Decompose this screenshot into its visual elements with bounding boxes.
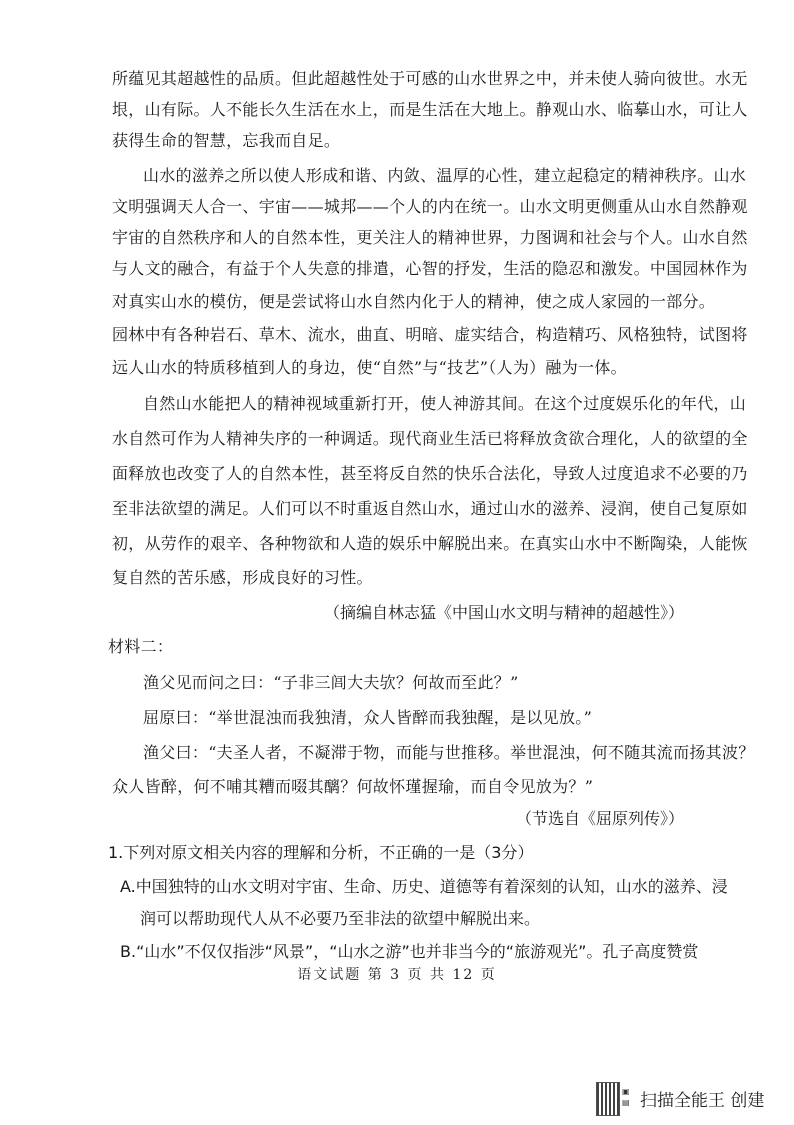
body-line: 对真实山水的模仿，便是尝试将山水自然内化于人的精神，使之成人家园的一部分。 xyxy=(112,292,716,311)
body-line: 文明强调天人合一、宇宙——城邦——个人的内在统一。山水文明更侧重从山水自然静观 xyxy=(112,197,748,216)
question-stem: 1.下列对原文相关内容的理解和分析，不正确的一是（3分） xyxy=(108,843,534,862)
source-citation-2: （节选自《屈原列传》） xyxy=(515,809,684,828)
body-line: 园林中有各种岩石、草木、流水，曲直、明暗、虚实结合，构造精巧、风格独特，试图将 xyxy=(112,325,748,344)
body-line: 所蕴见其超越性的品质。但此超越性处于可感的山水世界之中，并未使人骑向彼世。水无 xyxy=(112,69,748,88)
body-line: 与人文的融合，有益于个人失意的排遣，心智的抒发，生活的隐忍和激发。中国园林作为 xyxy=(112,259,748,278)
body-line: 垠，山有际。人不能长久生活在水上，而是生活在大地上。静观山水、临摹山水，可让人 xyxy=(112,100,748,119)
option-a-line: A.中国独特的山水文明对宇宙、生命、历史、道德等有着深刻的认知，山水的滋养、浸 xyxy=(120,877,728,896)
option-a-line: 润可以帮助现代人从不必要乃至非法的欲望中解脱出来。 xyxy=(140,909,541,928)
body-line: 宇宙的自然秩序和人的自然本性，更关注人的精神世界，力图调和社会与个人。山水自然 xyxy=(112,228,748,247)
app-logo-icon: ▣ ▤ xyxy=(622,1087,630,1107)
page-footer: 语文试题 第 3 页 共 12 页 xyxy=(297,967,497,983)
source-citation-1: （摘编自林志猛《中国山水文明与精神的超越性》） xyxy=(323,603,684,622)
body-line: 面释放也改变了人的自然本性，甚至将反自然的快乐合法化，导致人过度追求不必要的乃 xyxy=(112,464,748,483)
scanner-watermark xyxy=(596,1078,786,1118)
body-line: 山水的滋养之所以使人形成和谐、内敛、温厚的心性，建立起稳定的精神秩序。山水 xyxy=(143,166,747,185)
body-line: 自然山水能把人的精神视域重新打开，使人神游其间。在这个过度娱乐化的年代，山 xyxy=(143,394,747,413)
body-line: 至非法欲望的满足。人们可以不时重返自然山水，通过山水的滋养、浸润，使自己复原如 xyxy=(112,499,748,518)
watermark-text: 扫描全能王 创建 xyxy=(640,1091,765,1111)
body-line: 水自然可作为人精神失序的一种调适。现代商业生活已将释放贪欲合理化，人的欲望的全 xyxy=(112,429,748,448)
dialogue-line: 渔父见而问之曰：“子非三闾大夫欤？何故而至此？” xyxy=(143,673,519,692)
body-line: 复自然的苦乐感，形成良好的习性。 xyxy=(112,568,373,587)
body-line: 远人山水的特质移植到人的身边，使“自然”与“技艺”（人为）融为一体。 xyxy=(112,358,627,377)
material-2-heading: 材料二： xyxy=(108,637,174,656)
qr-code-icon xyxy=(596,1082,620,1116)
option-b-line: B.“山水”不仅仅指涉“风景”，“山水之游”也并非当今的“旅游观光”。孔子高度赞赏 xyxy=(120,942,699,961)
dialogue-line: 众人皆醉，何不哺其糟而啜其醨？何故怀瑾握瑜，而自令见放为？” xyxy=(112,777,594,796)
dialogue-line: 渔父曰：“夫圣人者，不凝滞于物，而能与世推移。举世混浊，何不随其流而扬其波？ xyxy=(143,743,755,762)
dialogue-line: 屈原曰：“举世混浊而我独清，众人皆醉而我独醒，是以见放。” xyxy=(143,708,593,727)
body-line: 获得生命的智慧，忘我而自足。 xyxy=(112,131,341,150)
body-line: 初，从劳作的艰辛、各种物欲和人造的娱乐中解脱出来。在真实山水中不断陶染，人能恢 xyxy=(112,534,748,553)
